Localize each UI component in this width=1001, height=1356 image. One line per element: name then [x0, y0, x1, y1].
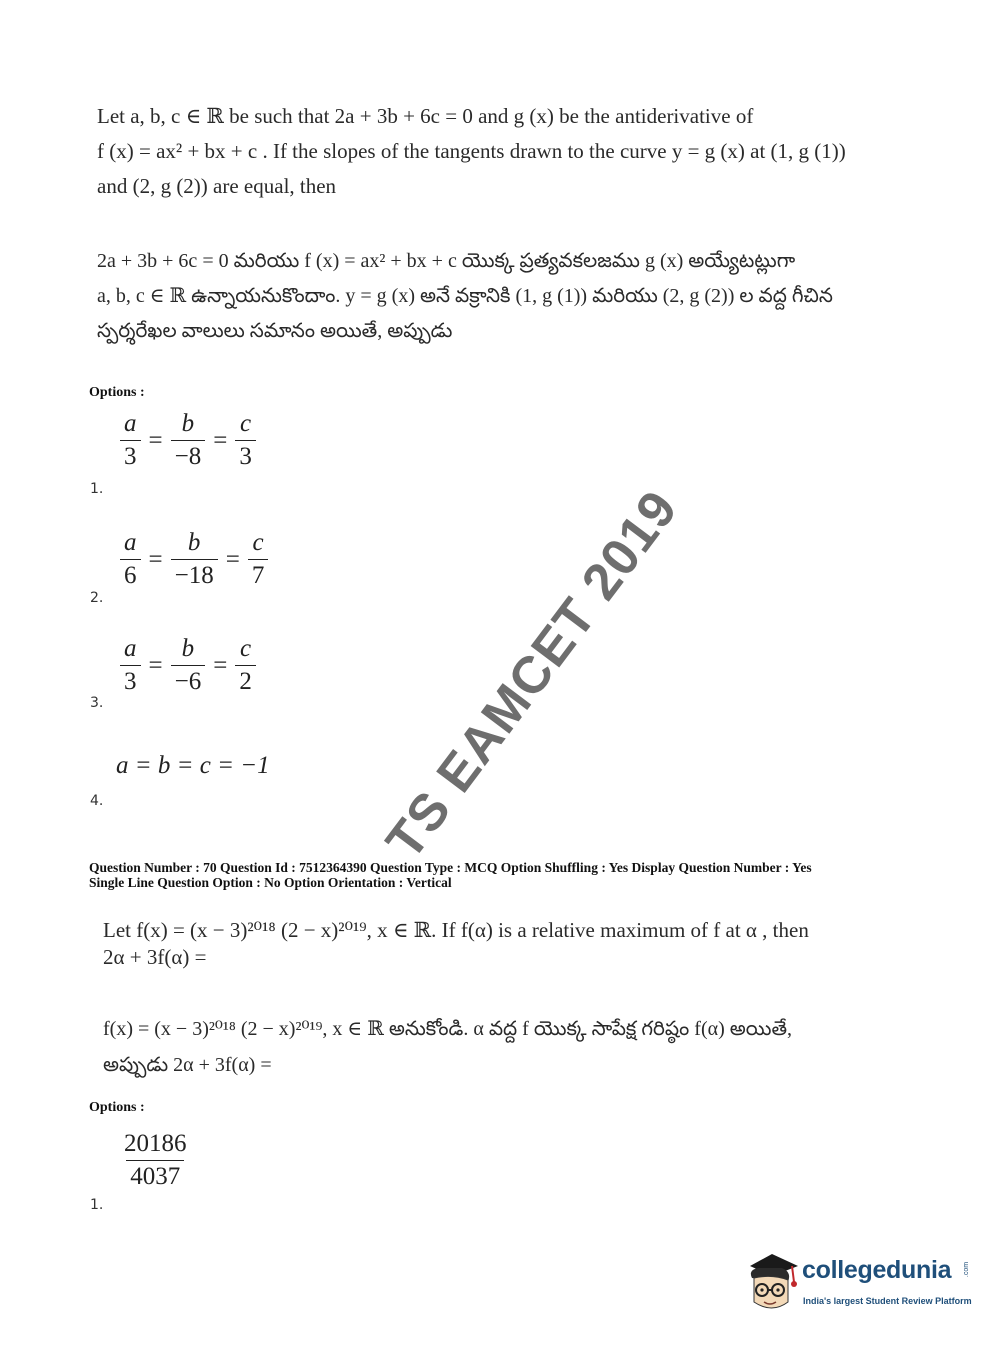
logo-wordmark: collegedunia [802, 1256, 952, 1284]
q69-en-line-1: Let a, b, c ∈ ℝ be such that 2a + 3b + 6c = 0 and g (x) be the antiderivative of [97, 104, 754, 128]
q69-te-line-1: 2a + 3b + 6c = 0 మరియు f (x) = ax² + bx + c యొక్క ప్రత్యవకలజము g (x) అయ్యేటట్లుగా [97, 250, 796, 272]
collegedunia-logo[interactable] [742, 1252, 972, 1316]
fraction-a: $\frac{a}{3}$ [120, 410, 141, 471]
fraction: $\frac{20186}{4037}$ [124, 1130, 187, 1190]
q69-te-line-2: a, b, c ∈ ℝ ఉన్నాయనుకొందాం. y = g (x) అనే వక్రానికి (1, g (1)) మరియు (2, g (2)) ల వద్ద గీచిన [97, 285, 833, 307]
q69-option-3-expression[interactable]: $\frac{a}{3}$ = $\frac{b}{-6}$ = $\frac{c}{2}$ [116, 635, 260, 696]
q69-option-1-expression[interactable]: $\frac{a}{3}$ = $\frac{b}{-8}$ = $\frac{c}{3}$ [116, 410, 260, 471]
q69-option-3-number: 3. [90, 695, 104, 711]
q70-telugu-text [103, 1011, 903, 1083]
q70-te-line-1: f(x) = (x − 3)²⁰¹⁸ (2 − x)²⁰¹⁹, x ∈ ℝ అనుకోండి. α వద్ద f యొక్క సాపేక్ష గరిష్ఠం f(α) అయితే, [103, 1018, 793, 1040]
q69-option-4-expression[interactable]: a = b = c = −1 [116, 752, 270, 779]
q69-en-line-2: f (x) = ax² + bx + c . If the slopes of the tangents drawn to the curve y = g (x) at (1, g (1)) [97, 139, 846, 163]
q70-english-text [103, 917, 903, 971]
mascot-icon [742, 1252, 802, 1316]
q69-option-1-number: 1. [90, 481, 104, 497]
logo-suffix: .com [963, 1261, 971, 1278]
q69-option-4-number: 4. [90, 793, 104, 809]
fraction-b: $\frac{b}{-6}$ [171, 635, 206, 696]
fraction-c: $\frac{c}{3}$ [235, 410, 256, 471]
q70-option-1-number: 1. [90, 1197, 104, 1213]
fraction-a: $\frac{a}{3}$ [120, 635, 141, 696]
fraction-b: $\frac{b}{-18}$ [171, 529, 218, 590]
logo-tagline: India's largest Student Review Platform [803, 1296, 972, 1306]
q70-options-label: Options : [89, 1100, 145, 1115]
q70-metadata [89, 860, 969, 890]
q70-te-line-2: అప్పుడు 2α + 3f(α) = [103, 1054, 272, 1076]
fraction-c: $\frac{c}{7}$ [248, 529, 269, 590]
q70-meta-line-2: Single Line Question Option : No Option Orientation : Vertical [89, 875, 452, 890]
q70-meta-line-1: Question Number : 70 Question Id : 7512364390 Question Type : MCQ Option Shuffling : Yes Display Question Number : Yes [89, 860, 812, 875]
fraction-b: $\frac{b}{-8}$ [171, 410, 206, 471]
q69-options-label: Options : [89, 385, 145, 400]
q70-en-line-2: 2α + 3f(α) = [103, 945, 207, 969]
fraction-a: $\frac{a}{6}$ [120, 529, 141, 590]
q69-option-2-expression[interactable]: $\frac{a}{6}$ = $\frac{b}{-18}$ = $\frac{c}{7}$ [116, 529, 272, 590]
q70-en-line-1: Let f(x) = (x − 3)²⁰¹⁸ (2 − x)²⁰¹⁹, x ∈ ℝ. If f(α) is a relative maximum of f at α , then [103, 918, 809, 942]
q69-option-2-number: 2. [90, 590, 104, 606]
q69-te-line-3: స్పర్శరేఖల వాలులు సమానం అయితే, అప్పుడు [97, 320, 453, 342]
q69-telugu-text [97, 244, 877, 349]
q69-english-text [97, 99, 877, 204]
watermark: TS EAMCET 2019 [375, 480, 690, 870]
fraction-c: $\frac{c}{2}$ [235, 635, 256, 696]
q69-en-line-3: and (2, g (2)) are equal, then [97, 174, 337, 198]
q70-option-1-expression[interactable] [116, 1130, 195, 1191]
